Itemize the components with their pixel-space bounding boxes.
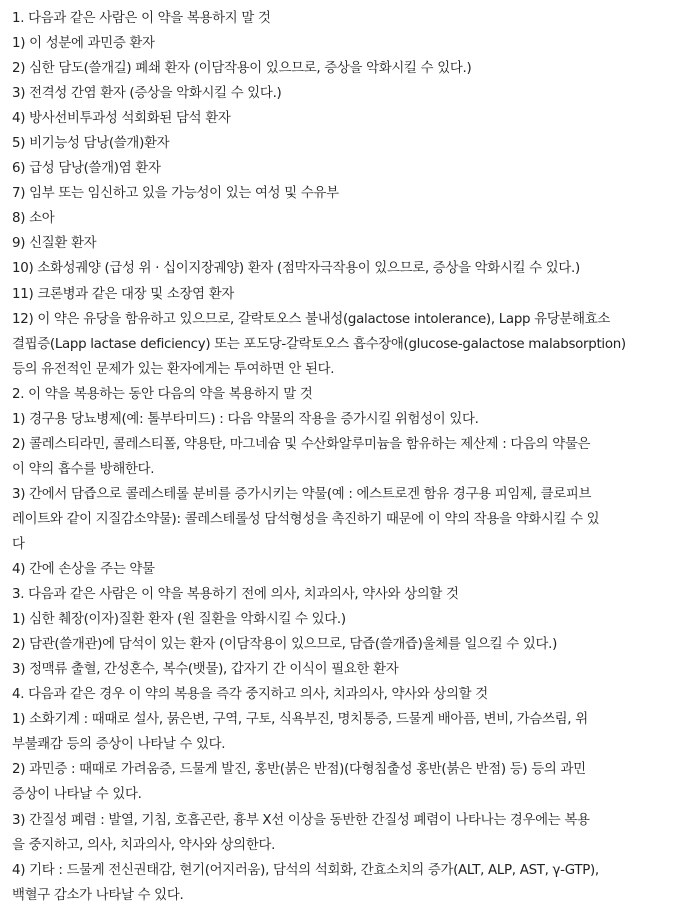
text-line: 12) 이 약은 유당을 함유하고 있으므로, 갈락토오스 불내성(galactose intolerance), Lapp 유당분해효소	[12, 311, 611, 327]
text-line: 부불쾌감 등의 증상이 나타날 수 있다.	[12, 737, 226, 753]
text-line: 2) 담관(쓸개관)에 담석이 있는 환자 (이담작용이 있으므로, 담즙(쓸개즙)울체를 일으킬 수 있다.)	[12, 637, 558, 653]
text-line: 등의 유전적인 문제가 있는 환자에게는 투여하면 안 된다.	[12, 361, 335, 377]
text-line: 1) 소화기계 : 때때로 설사, 묽은변, 구역, 구토, 식욕부진, 명치통증, 드물게 배아픔, 변비, 가슴쓰림, 위	[12, 712, 588, 728]
text-line: 11) 크론병과 같은 대장 및 소장염 환자	[12, 286, 234, 302]
text-line: 3. 다음과 같은 사람은 이 약을 복용하기 전에 의사, 치과의사, 약사와 상의할 것	[12, 587, 459, 603]
text-line: 4) 방사선비투과성 석회화된 담석 환자	[12, 111, 231, 127]
text-line: 1) 경구용 당뇨병제(예: 톨부타미드) : 다음 약물의 작용을 증가시킬 위험성이 있다.	[12, 411, 479, 427]
document-body	[12, 6, 684, 908]
text-line: 2. 이 약을 복용하는 동안 다음의 약을 복용하지 말 것	[12, 386, 313, 402]
text-line: 2) 심한 담도(쓸개길) 폐쇄 환자 (이담작용이 있으므로, 증상을 악화시킬 수 있다.)	[12, 61, 472, 77]
text-line: 4. 다음과 같은 경우 이 약의 복용을 즉각 중지하고 의사, 치과의사, 약사와 상의할 것	[12, 687, 488, 703]
text-line: 다	[12, 536, 25, 552]
text-line: 1) 심한 췌장(이자)질환 환자 (원 질환을 악화시킬 수 있다.)	[12, 612, 346, 628]
text-line: 1. 다음과 같은 사람은 이 약을 복용하지 말 것	[12, 11, 271, 26]
text-line: 3) 전격성 간염 환자 (증상을 악화시킬 수 있다.)	[12, 86, 282, 102]
text-line: 8) 소아	[12, 211, 55, 227]
text-line: 을 중지하고, 의사, 치과의사, 약사와 상의한다.	[12, 837, 276, 853]
text-line: 3) 정맥류 출혈, 간성혼수, 복수(뱃물), 갑자기 간 이식이 필요한 환자	[12, 662, 399, 678]
text-line: 이 약의 흡수를 방해한다.	[12, 461, 155, 477]
text-line: 5) 비기능성 담낭(쓸개)환자	[12, 136, 170, 152]
text-line: 6) 급성 담낭(쓸개)염 환자	[12, 161, 161, 177]
text-line: 10) 소화성궤양 (급성 위 · 십이지장궤양) 환자 (점막자극작용이 있으므로, 증상을 악화시킬 수 있다.)	[12, 261, 580, 277]
text-line: 1) 이 성분에 과민증 환자	[12, 36, 155, 52]
text-line: 백혈구 감소가 나타날 수 있다.	[12, 887, 184, 903]
text-line: 증상이 나타날 수 있다.	[12, 787, 142, 803]
text-line: 7) 임부 또는 임신하고 있을 가능성이 있는 여성 및 수유부	[12, 186, 339, 202]
text-line: 4) 간에 손상을 주는 약물	[12, 562, 155, 578]
text-line: 9) 신질환 환자	[12, 236, 97, 252]
text-line: 3) 간질성 폐렴 : 발열, 기침, 호흡곤란, 흉부 X선 이상을 동반한 간질성 폐렴이 나타나는 경우에는 복용	[12, 812, 590, 828]
text-line: 결핍증(Lapp lactase deficiency) 또는 포도당-갈락토오스 흡수장애(glucose-galactose malabsorption)	[12, 336, 626, 352]
text-line: 4) 기타 : 드물게 전신권태감, 현기(어지러움), 담석의 석회화, 간효소치의 증가(ALT, ALP, AST, γ-GTP),	[12, 862, 599, 878]
text-line: 2) 콜레스티라민, 콜레스티폴, 약용탄, 마그네슘 및 수산화알루미늄을 함유하는 제산제 : 다음의 약물은	[12, 436, 591, 452]
text-line: 2) 과민증 : 때때로 가려움증, 드물게 발진, 홍반(붉은 반점)(다형침출성 홍반(붉은 반점) 등) 등의 과민	[12, 762, 586, 778]
text-line: 3) 간에서 담즙으로 콜레스테롤 분비를 증가시키는 약물(예 : 에스트로겐 함유 경구용 피임제, 클로피브	[12, 486, 592, 502]
text-line: 레이트와 같이 지질감소약물): 콜레스테롤성 담석형성을 촉진하기 때문에 이 약의 작용을 약화시킬 수 있	[12, 511, 600, 527]
